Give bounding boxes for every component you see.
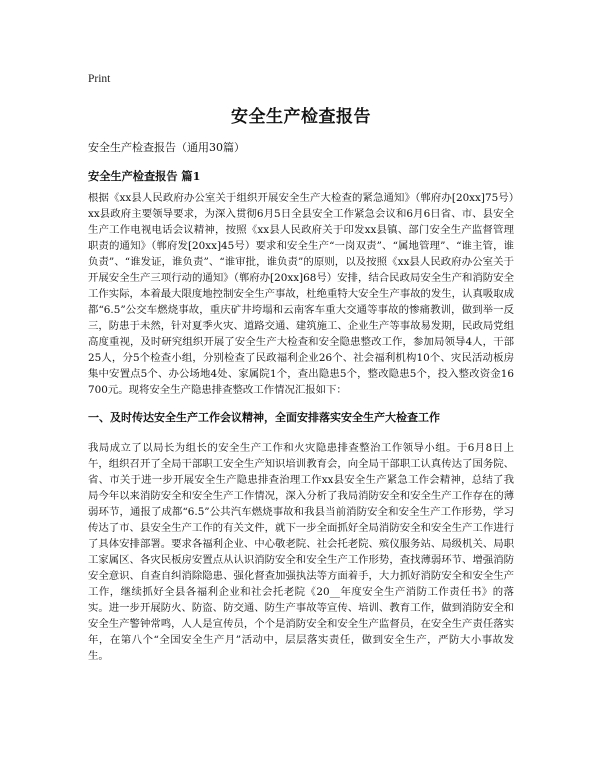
paragraph-2: 我局成立了以局长为组长的安全生产工作和火灾隐患排查整治工作领导小组。于6月8日上午，组织召开了全局干部职工安全生产知识培训教育会，向全局干部职工认真传达了国务院、省、市关于进一步开展安全生产隐患排查治理工作xx县安全生产紧急工作会精神，总结了我局今年以来消防安全和安全生产工作情况，深入分析了我局消防安全和安全生产工作存在的薄弱环节，通报了成都“6.5”公共汽车燃烧事故和我县当前消防安全和安全生产工作形势，学习传达了市、县安全生产工作的有关文件，就下一步全面抓好全局消防安全和安全生产工作进行了具体安排部署。要求各福利企业、中心敬老院、社会托老院、殡仪服务站、局级机关、局职工家属区、各灾民板房安置点从认识消防安全和安全生产工作形势，查找薄弱环节、增强消防安全意识、自查自纠消除隐患、强化督查加强执法等方面着手，大力抓好消防安全和安全生产工作，继续抓好全县各福利企业和社会托老院《20__年度安全生产消防工作责任书》的落实。进一步开展防火、防盗、防交通、防生产事故等宣传、培训、教育工作，做到消防安全和安全生产警钟常鸣，人人是宣传员，个个是消防安全和安全生产监督员，在安全生产责任落实年，在第八个“全国安全生产月”活动中，层层落实责任，做到安全生产，严防大小事故发生。 [88,442,515,662]
paragraph-1: 根据《xx县人民政府办公室关于组织开展安全生产大检查的紧急通知》（郸府办[20xx]75号）xx县政府主要领导要求，为深入贯彻6月5日全县安全工作紧急会议和6月6日省、市、县安全生产工作电视电话会议精神，按照《xx县人民政府关于印发xx县镇、部门安全生产监督管理职责的通知》（郸府发[20xx]45号）要求和安全生产“一岗双责”、“属地管理”、“谁主管，谁负责”、“谁发证，谁负责”、“谁审批，谁负责”的原则，以及按照《xx县人民政府办公室关于开展安全生产三项行动的通知》（郸府办[20xx]68号）安排，结合民政局安全生产和消防安全工作实际，本着最大限度地控制安全生产事故，杜绝重特大安全生产事故的发生，认真吸取成都“6.5”公交车燃烧事故，重庆矿井垮塌和云南客车重大交通等事故的惨痛教训，做到举一反三，防患于未然，针对夏季火灾、道路交通、建筑施工、企业生产等事故易发期，民政局党组高度重视，及时研究组织开展了安全生产大检查和安全隐患整改工作，参加局领导4人，干部25人，分5个检查小组，分别检查了民政福利企业26个、社会福利机构10个、灾民活动板房集中安置点5个、办公场地4处、家属院1个，查出隐患5个，整改隐患5个，投入整改资金16700元。现将安全生产隐患排查整改工作情况汇报如下： [88,192,515,396]
print-label: Print [88,73,111,85]
document-title: 安全生产检查报告 [231,107,371,127]
document-subtitle: 安全生产检查报告（通用30篇） [88,141,245,154]
section-heading: 安全生产检查报告 篇1 [88,169,201,183]
sub-heading-1: 一、及时传达安全生产工作会议精神，全面安排落实安全生产大检查工作 [88,411,440,424]
